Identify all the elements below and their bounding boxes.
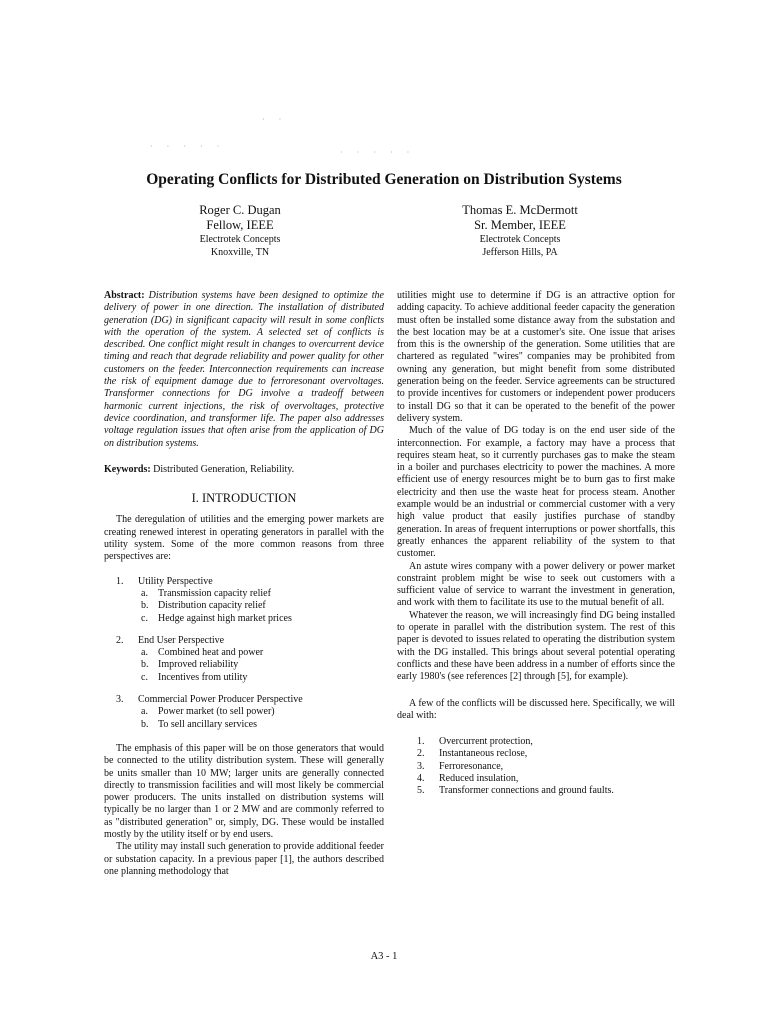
author-location: Knoxville, TN xyxy=(210,247,270,258)
list-text: Instantaneous reclose, xyxy=(439,748,528,760)
body-paragraph: The emphasis of this paper will be on those generators that would be connected to the utility distribution system. These will generally be units smaller than 10 MW; larger units are generally connected directly to transmission facilities and will most likely be commercial power producers. The units installed on distribution systems will typically be no larger than 1 or 2 MW and are commonly referred to as "distributed generation" or, simply, DG. These would be installed mostly by the utility itself or by end users. xyxy=(104,742,384,840)
sub-item: Transmission capacity relief xyxy=(158,587,271,599)
list-number: 2. xyxy=(417,748,425,760)
abstract-label: Abstract: xyxy=(104,290,145,301)
right-column xyxy=(397,290,675,798)
list-number: 4. xyxy=(417,772,425,784)
list-number: 5. xyxy=(417,785,425,797)
list-number: 1. xyxy=(116,575,124,587)
body-paragraph: The utility may install such generation to provide additional feeder or substation capacity. In a previous paper [1], the authors described one planning methodology that xyxy=(104,841,384,877)
sub-item: Distribution capacity relief xyxy=(158,600,266,612)
left-column xyxy=(104,290,384,878)
list-label: End User Perspective xyxy=(138,634,225,646)
author-org: Electrotek Concepts xyxy=(479,234,561,245)
scan-noise: · · · · · xyxy=(150,142,226,151)
sub-letter: b. xyxy=(141,659,149,671)
list-text: Transformer connections and ground faults. xyxy=(439,785,614,797)
list-item xyxy=(417,761,675,773)
list-number: 3. xyxy=(116,694,124,706)
list-item xyxy=(417,773,675,785)
list-text: Reduced insulation, xyxy=(439,772,519,784)
list-item xyxy=(104,694,384,731)
sub-item: Hedge against high market prices xyxy=(158,612,292,624)
sub-item: Incentives from utility xyxy=(158,671,248,683)
body-paragraph: An astute wires company with a power delivery or power market constraint problem might be wise to seek out customers with a sufficient value of service to warrant the investment in generation, and work with them to facilitate its use to the mutual benefit of all. xyxy=(397,560,675,609)
list-number: 3. xyxy=(417,760,425,772)
list-text: Overcurrent protection, xyxy=(439,736,533,748)
author-name: Thomas E. McDermott xyxy=(462,203,578,217)
author-org: Electrotek Concepts xyxy=(199,234,281,245)
list-item xyxy=(417,785,675,797)
keywords xyxy=(104,464,384,476)
scan-noise: · · · · · xyxy=(340,148,416,157)
sub-letter: b. xyxy=(141,600,149,612)
sub-letter: a. xyxy=(141,587,148,599)
keywords-label: Keywords: xyxy=(104,463,151,475)
sub-letter: c. xyxy=(141,671,148,683)
sub-item: Power market (to sell power) xyxy=(158,706,275,718)
body-paragraph: utilities might use to determine if DG is an attractive option for adding capacity. To achieve additional feeder capacity the generation must often be installed some distance away from the substation and the best location may be at a customer's site. One issue that arises from this is the ownership of the generation. Some utilities that are chartered as regulated "wires" companies may be prohibited from owning any generation, but might benefit from some distributed generation being on the feeder. Service agreements can be structured to provide incentives for customers or independent power producers to install DG so that it can be operated to the benefit of the power delivery system. xyxy=(397,290,675,424)
conflict-list xyxy=(397,736,675,797)
perspective-list xyxy=(104,576,384,731)
section-heading: I. INTRODUCTION xyxy=(191,491,297,506)
abstract xyxy=(104,290,384,450)
list-number: 2. xyxy=(116,634,124,646)
body-paragraph: A few of the conflicts will be discussed here. Specifically, we will deal with: xyxy=(397,697,675,721)
list-label: Utility Perspective xyxy=(138,575,213,587)
page-number: A3 - 1 xyxy=(370,951,398,962)
list-item xyxy=(417,748,675,760)
list-number: 1. xyxy=(417,736,425,748)
body-paragraph: Much of the value of DG today is on the end user side of the interconnection. For example, a factory may have a process that requires steam heat, so it currently purchases gas to make the steam in a boiler and purchases electricity to power the machines. A more efficient use of energy resources might be to burn gas to first make electricity and then use the waste heat for process steam. Another example would be an industrial or commercial customer with a very high value product that easily justifies purchase of standby generation. In areas of frequent interruptions or power shortfalls, this greatly enhances the apparent reliability of the system to that customer. xyxy=(397,425,675,560)
sub-item: Improved reliability xyxy=(158,659,239,671)
list-item xyxy=(104,576,384,625)
sub-item: To sell ancillary services xyxy=(158,718,257,730)
author-block-1 xyxy=(150,203,330,259)
list-item xyxy=(417,736,675,748)
keywords-text: Distributed Generation, Reliability. xyxy=(153,463,295,475)
author-block-2 xyxy=(420,203,620,259)
abstract-text: Distribution systems have been designed to optimize the delivery of power in one direction. The installation of distributed generation (DG) in significant capacity will result in some conflicts with the operation of the system. A selected set of conflicts is described. One conflict might result in changes to overcurrent device timing and reach that degrade reliability and power quality for other customers on the feeder. Interconnection requirements can increase the risk of equipment damage due to ferroresonant overvoltages. Transformer connections for DG involve a tradeoff between harmonic current injections, the risk of overvoltages, protective device coordination, and transformer life. The paper also addresses voltage regulation issues that often arise from the application of DG on distribution systems. xyxy=(104,290,384,449)
author-grade: Fellow, IEEE xyxy=(206,218,274,232)
paper-title: Operating Conflicts for Distributed Generation on Distribution Systems xyxy=(146,171,622,188)
sub-letter: b. xyxy=(141,718,149,730)
list-text: Ferroresonance, xyxy=(439,760,504,772)
sub-letter: a. xyxy=(141,647,148,659)
author-grade: Sr. Member, IEEE xyxy=(474,218,566,232)
sub-letter: a. xyxy=(141,706,148,718)
body-paragraph: The deregulation of utilities and the emerging power markets are creating renewed interest in operating generators in parallel with the utility system. Some of the more common reasons from three perspectives are: xyxy=(104,514,384,563)
author-location: Jefferson Hills, PA xyxy=(482,247,558,258)
sub-item: Combined heat and power xyxy=(158,647,264,659)
scan-noise: · · xyxy=(262,115,288,124)
list-item xyxy=(104,635,384,684)
sub-letter: c. xyxy=(141,612,148,624)
body-paragraph: Whatever the reason, we will increasingly find DG being installed to operate in parallel with the distribution system. The rest of this paper is devoted to issues related to operating the distribution system with the DG installed. This brings about several potential operating conflicts and these have been address in a number of efforts since the early 1980's (see references [2] through [5], for example). xyxy=(397,609,675,683)
author-name: Roger C. Dugan xyxy=(199,203,281,217)
list-label: Commercial Power Producer Perspective xyxy=(138,694,303,706)
